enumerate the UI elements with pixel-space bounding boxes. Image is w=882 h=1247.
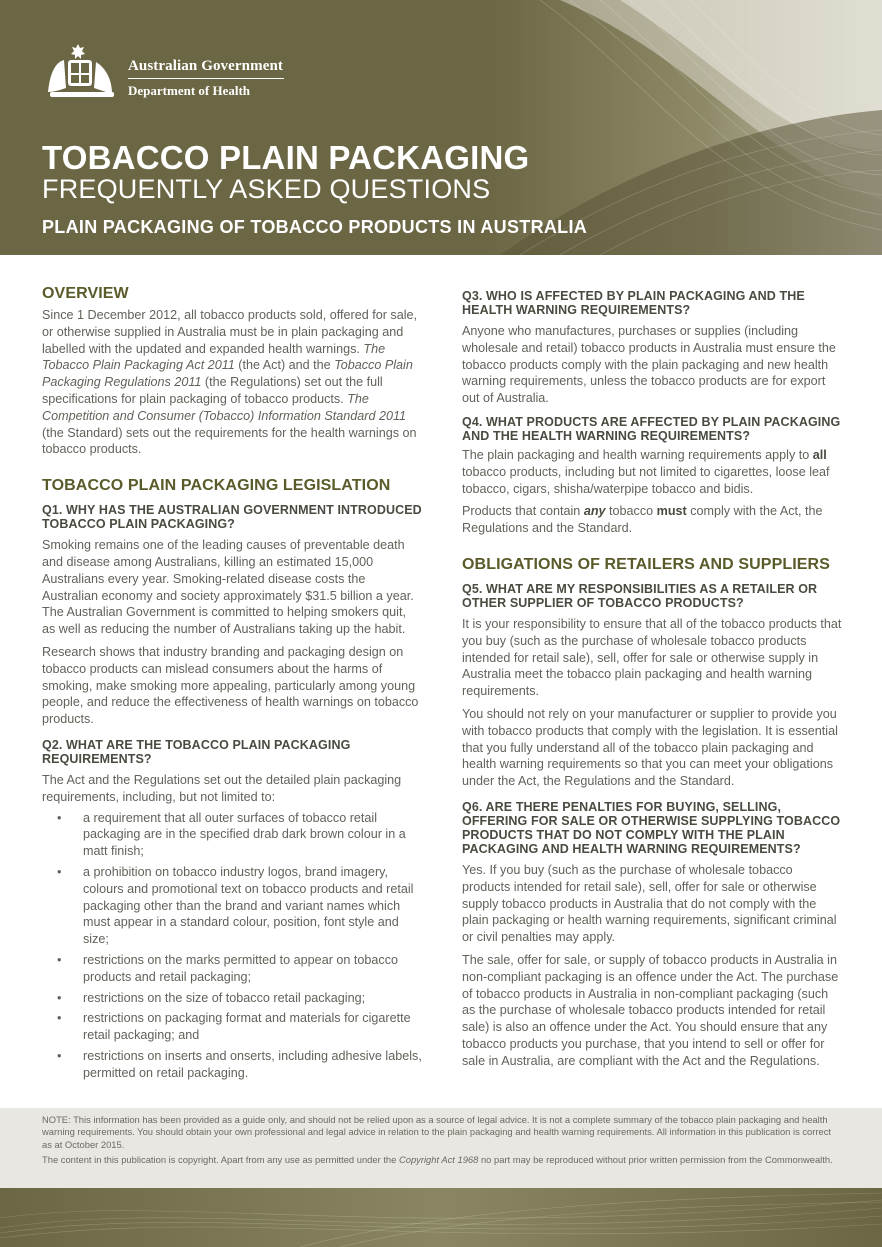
question-q1: Q1. WHY HAS THE AUSTRALIAN GOVERNMENT INTRODUCED TOBACCO PLAIN PACKAGING? — [42, 503, 422, 532]
answer-paragraph: It is your responsibility to ensure that all of the tobacco products that you buy (such as the purchase of wholesale tobacco products intended for retail sale), sell, offer for sale or otherwise supply in Australia meet the tobacco plain packaging and health warning requirements. — [462, 616, 842, 699]
copyright-text: The content in this publication is copyright. Apart from any use as permitted under the Copyright Act 1968 no part may be reproduced without prior written permission from the Commonwealth. — [42, 1154, 833, 1166]
list-item: • restrictions on inserts and onserts, including adhesive labels, permitted on retail packaging. — [42, 1048, 422, 1082]
left-column — [42, 284, 422, 1085]
answer-paragraph: Smoking remains one of the leading causes of preventable death and disease among Australians, killing an estimated 15,000 Australians every year. Smoking-related disease costs the Australian economy and society approximately $31.5 billion a year. The Australian Government is committed to helping smokers quit, as well as reducing the number of Australians taking up the habit. — [42, 538, 414, 637]
answer-paragraph: The plain packaging and health warning requirements apply to all tobacco products, including but not limited to cigarettes, loose leaf tobacco, cigars, shisha/waterpipe tobacco and bidis. — [462, 447, 830, 496]
list-item: • a prohibition on tobacco industry logos, brand imagery, colours and promotional text on tobacco products and retail packaging other than the brand and variant names which must appear in a standard colour, position, font style and size; — [42, 864, 422, 948]
right-column — [462, 289, 842, 1070]
list-item: • restrictions on the size of tobacco retail packaging; — [42, 990, 422, 1007]
page-subtitle: FREQUENTLY ASKED QUESTIONS — [42, 174, 491, 204]
answer-paragraph: Anyone who manufactures, purchases or supplies (including wholesale and retail) tobacco products in Australia must ensure the tobacco products comply with the plain packaging and new health warning requirements, unless the tobacco products are for export out of Australia. — [462, 324, 836, 406]
section-heading-obligations: OBLIGATIONS OF RETAILERS AND SUPPLIERS — [462, 555, 830, 573]
divider — [128, 78, 284, 79]
question-q6: Q6. ARE THERE PENALTIES FOR BUYING, SELLING, OFFERING FOR SALE OR OTHERWISE SUPPLYING TOBACCO PRODUCTS THAT DO NOT COMPLY WITH THE PLAIN PACKAGING AND HEALTH WARNING REQUIREMENTS? — [462, 799, 841, 856]
list-item: • restrictions on packaging format and materials for cigarette retail packaging; and — [42, 1010, 422, 1044]
header-banner — [0, 0, 882, 255]
list-item: • restrictions on the marks permitted to appear on tobacco products and retail packaging; — [42, 952, 422, 986]
decorative-swirl-graphic — [0, 1188, 882, 1247]
legal-note — [0, 1108, 882, 1188]
answer-paragraph: The sale, offer for sale, or supply of tobacco products in Australia in non-compliant packaging is an offence under the Act. The purchase of tobacco products in Australia in non-compliant packaging (such as the purchase of wholesale tobacco products intended for retail sale) is also an offence under the Act. You should ensure that any tobacco products you purchase, that you intend to sell or offer for sale in Australia, are compliant with the Act and the Regulations. — [462, 952, 839, 1068]
answer-paragraph: The Act and the Regulations set out the detailed plain packaging requirements, including, but not limited to: — [42, 772, 402, 804]
disclaimer-text: NOTE: This information has been provided as a guide only, and should not be relied upon as a source of legal advice. It is not a complete summary of the tobacco plain packaging and health warning requirements. You should obtain your own professional and legal advice in relation to the plain packaging and health warning requirements. All information in this publication is correct as at October 2015. — [42, 1114, 832, 1150]
overview-paragraph: Since 1 December 2012, all tobacco products sold, offered for sale, or otherwise supplied in Australia must be in plain packaging and labelled with the updated and expanded health warnings. The Tobacco Plain Packaging Act 2011 (the Act) and the Tobacco Plain Packaging Regulations 2011 (the Regulations) set out the full specifications for plain packaging of tobacco products. The Competition and Consumer (Tobacco) Information Standard 2011 (the Standard) sets out the requirements for the health warnings on tobacco products. — [42, 308, 417, 457]
footer-banner — [0, 1188, 882, 1247]
question-q5: Q5. WHAT ARE MY RESPONSIBILITIES AS A RETAILER OR OTHER SUPPLIER OF TOBACCO PRODUCTS? — [462, 581, 818, 610]
answer-paragraph: Yes. If you buy (such as the purchase of wholesale tobacco products intended for retail sale), sell, offer for sale or otherwise supply tobacco products in Australia that do not comply with the plain packaging or health warning requirements, significant criminal or civil penalties may apply. — [462, 862, 837, 945]
list-item: • a requirement that all outer surfaces of tobacco retail packaging are in the specified drab dark brown colour in a matt finish; — [42, 810, 422, 860]
coat-of-arms-icon — [42, 42, 122, 102]
question-q3: Q3. WHO IS AFFECTED BY PLAIN PACKAGING AND THE HEALTH WARNING REQUIREMENTS? — [462, 289, 805, 317]
question-q4: Q4. WHAT PRODUCTS ARE AFFECTED BY PLAIN PACKAGING AND THE HEALTH WARNING REQUIREMENTS? — [462, 414, 841, 443]
page-tagline: PLAIN PACKAGING OF TOBACCO PRODUCTS IN AUSTRALIA — [42, 217, 588, 237]
requirements-list — [42, 810, 422, 1082]
page-title: TOBACCO PLAIN PACKAGING — [42, 139, 530, 176]
answer-paragraph: Research shows that industry branding and packaging design on tobacco products can mislead consumers about the harms of smoking, make smoking more appealing, particularly among young people, and reduce the effectiveness of health warnings on tobacco products. — [42, 644, 419, 727]
answer-paragraph: You should not rely on your manufacturer or supplier to provide you with tobacco products that comply with the legislation. It is essential that you fully understand all of the tobacco plain packaging and health warning requirements so that you can meet your obligations under the Act, the Regulations and the Standard. — [462, 706, 838, 789]
section-heading-overview: OVERVIEW — [42, 285, 129, 302]
question-q2: Q2. WHAT ARE THE TOBACCO PLAIN PACKAGING REQUIREMENTS? — [42, 737, 351, 766]
section-heading-legislation: TOBACCO PLAIN PACKAGING LEGISLATION — [42, 477, 391, 495]
department-name: Department of Health — [128, 83, 251, 98]
government-name: Australian Government — [128, 58, 284, 74]
answer-paragraph: Products that contain any tobacco must comply with the Act, the Regulations and the Standard. — [462, 504, 823, 536]
